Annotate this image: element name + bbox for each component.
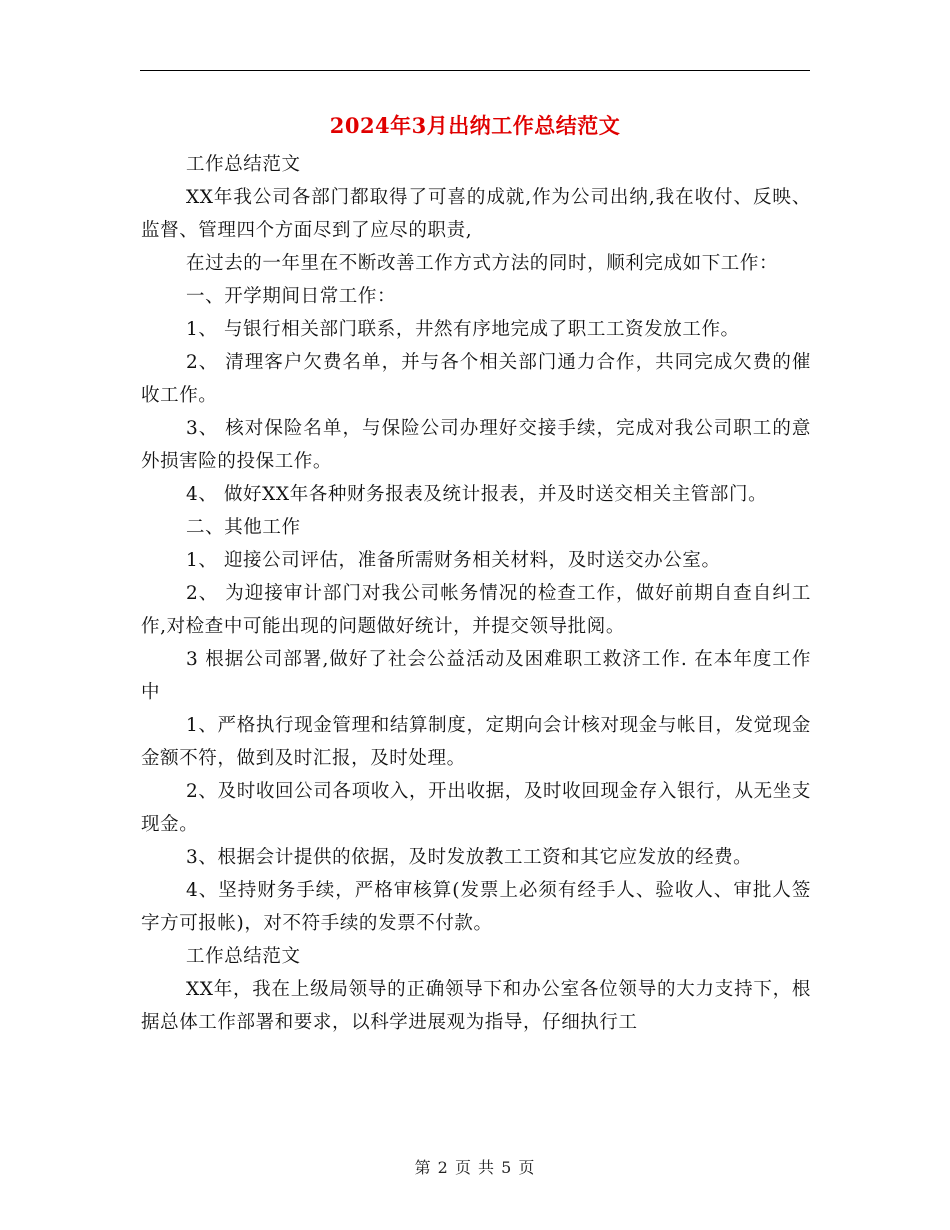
paragraph: XX年，我在上级局领导的正确领导下和办公室各位领导的大力支持下，根据总体工作部署和要求，以科学进展观为指导，仔细执行工: [141, 979, 811, 1033]
paragraph: 3、根据会计提供的依据，及时发放教工工资和其它应发放的经费。: [186, 847, 753, 868]
paragraph: 4、坚持财务手续，严格审核算(发票上必须有经手人、验收人、审批人签字方可报帐)，对不符手续的发票不付款。: [141, 880, 811, 934]
paragraph: 1、 迎接公司评估，准备所需财务相关材料，及时送交办公室。: [186, 550, 721, 571]
paragraph: 4、 做好XX年各种财务报表及统计报表，并及时送交相关主管部门。: [186, 484, 768, 505]
header-rule: [140, 70, 810, 71]
paragraph: 3、 核对保险名单，与保险公司办理好交接手续，完成对我公司职工的意外损害险的投保工作。: [141, 418, 811, 472]
paragraph: XX年我公司各部门都取得了可喜的成就,作为公司出纳,我在收付、反映、监督、管理四个方面尽到了应尽的职责,: [141, 187, 811, 241]
paragraph: 一、开学期间日常工作：: [186, 286, 397, 307]
document-title: 2024年3月出纳工作总结范文: [329, 113, 621, 138]
paragraph: 2、 为迎接审计部门对我公司帐务情况的检查工作，做好前期自查自纠工作,对检查中可能出现的问题做好统计，并提交领导批阅。: [141, 583, 811, 637]
paragraph: 工作总结范文: [186, 946, 301, 967]
paragraph: 工作总结范文: [186, 154, 301, 175]
paragraph: 2、及时收回公司各项收入，开出收据，及时收回现金存入银行，从无坐支现金。: [141, 781, 811, 835]
document-body: [141, 148, 811, 1039]
paragraph: 二、其他工作: [186, 517, 301, 538]
paragraph: 1、 与银行相关部门联系，井然有序地完成了职工工资发放工作。: [186, 319, 740, 340]
paragraph: 2、 清理客户欠费名单，并与各个相关部门通力合作，共同完成欠费的催收工作。: [141, 352, 811, 406]
paragraph: 在过去的一年里在不断改善工作方式方法的同时，顺利完成如下工作：: [186, 253, 779, 274]
paragraph: 3 根据公司部署,做好了社会公益活动及困难职工救济工作. 在本年度工作中: [141, 649, 811, 703]
page-number-footer: 第 2 页 共 5 页: [414, 1158, 536, 1177]
paragraph: 1、严格执行现金管理和结算制度，定期向会计核对现金与帐目，发觉现金金额不符，做到及时汇报，及时处理。: [141, 715, 811, 769]
